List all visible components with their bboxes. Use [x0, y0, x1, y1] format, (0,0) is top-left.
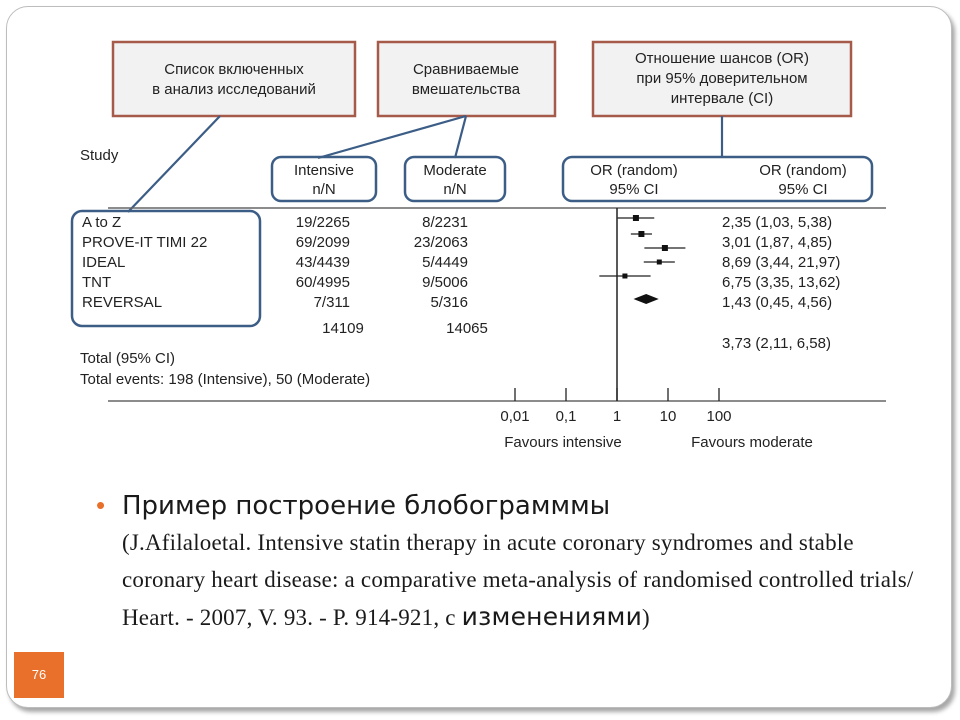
x-tick-label: 0,01: [500, 408, 530, 425]
study-or-text: 8,69 (3,44, 21,97): [722, 254, 841, 271]
or-text-header-line-1: OR (random): [759, 162, 847, 179]
moderate-header-line-2: n/N: [443, 181, 467, 198]
bullet-icon: •: [96, 490, 106, 520]
intensive-header-line-2: n/N: [312, 181, 336, 198]
or-plot-header-line-1: OR (random): [590, 162, 678, 179]
or-plot-header-line-2: 95% CI: [609, 181, 659, 198]
study-name: PROVE-IT TIMI 22: [82, 234, 208, 251]
intensive-events: 69/2099: [295, 234, 350, 251]
total-or-text: 3,73 (2,11, 6,58): [722, 335, 831, 352]
or-point: [662, 245, 668, 251]
caption-ref-emphasis: изменениями: [461, 602, 643, 631]
forest-axis: [500, 208, 731, 425]
moderate-events: 5/4449: [422, 254, 468, 271]
x-tick-label: 1: [612, 408, 622, 425]
total-events: Total events: 198 (Intensive), 50 (Moderate): [80, 371, 371, 388]
study-name: REVERSAL: [82, 294, 163, 311]
or-box-line-3: интервале (CI): [670, 90, 774, 107]
intensive-events: 19/2265: [295, 214, 350, 231]
moderate-total: 14065: [446, 320, 488, 337]
intensive-events: 7/311: [313, 294, 350, 311]
pooled-diamond: [634, 294, 659, 304]
intensive-total: 14109: [322, 320, 364, 337]
favours-intensive-label: Favours intensive: [504, 434, 622, 451]
interventions-box-line-2: вмешательства: [411, 81, 521, 98]
study-name: TNT: [82, 274, 112, 291]
moderate-events: 9/5006: [422, 274, 468, 291]
caption-reference: [122, 524, 916, 636]
moderate-events: 8/2231: [422, 214, 468, 231]
x-tick-label: 0,1: [555, 408, 577, 425]
study-rows: [82, 214, 840, 311]
intensive-header-line-1: Intensive: [293, 162, 355, 179]
moderate-events: 23/2063: [413, 234, 468, 251]
interventions-annotation-box: [378, 42, 555, 116]
caption-ref-main: (J.Afilaloetal. Intensive statin therapy in acute coronary syndromes and stable coronary heart disease: a comparative meta-analysis of randomised controlled trials/ Heart. - 2007, V. 93. - P. 914-921, с: [122, 530, 914, 630]
moderate-events: 5/316: [430, 294, 468, 311]
or-point: [633, 215, 639, 221]
or-point: [638, 231, 644, 237]
caption-ref-end: ): [642, 605, 650, 630]
study-name: A to Z: [82, 214, 122, 231]
x-tick-label: 100: [706, 408, 732, 425]
study-name: IDEAL: [82, 254, 126, 271]
caption-title: Пример построение блобограмммы: [122, 491, 611, 521]
study-or-text: 1,43 (0,45, 4,56): [722, 294, 833, 311]
moderate-header-line-1: Moderate: [423, 162, 487, 179]
intensive-events: 60/4995: [295, 274, 350, 291]
total-label: Total (95% CI): [80, 350, 176, 367]
interventions-box-line-1: Сравниваемые: [412, 61, 520, 78]
study-header: Study: [80, 147, 119, 164]
or-point: [657, 260, 662, 265]
or-text-header-line-2: 95% CI: [778, 181, 828, 198]
x-tick-label: 10: [659, 408, 677, 425]
study-or-text: 3,01 (1,87, 4,85): [722, 234, 833, 251]
intensive-events: 43/4439: [295, 254, 350, 271]
favours-moderate-label: Favours moderate: [691, 434, 813, 451]
page-number: 76: [14, 652, 64, 698]
or-box-line-2: при 95% доверительном: [636, 70, 808, 87]
study-or-text: 2,35 (1,03, 5,38): [722, 214, 833, 231]
studies-annotation-box: [113, 42, 355, 116]
or-point: [622, 274, 627, 279]
study-or-text: 6,75 (3,35, 13,62): [722, 274, 841, 291]
slide-caption: [96, 488, 916, 636]
or-box-line-1: Отношение шансов (OR): [634, 50, 810, 67]
studies-box-line-1: Список включенных: [164, 61, 304, 78]
studies-box-line-2: в анализ исследований: [152, 81, 316, 98]
